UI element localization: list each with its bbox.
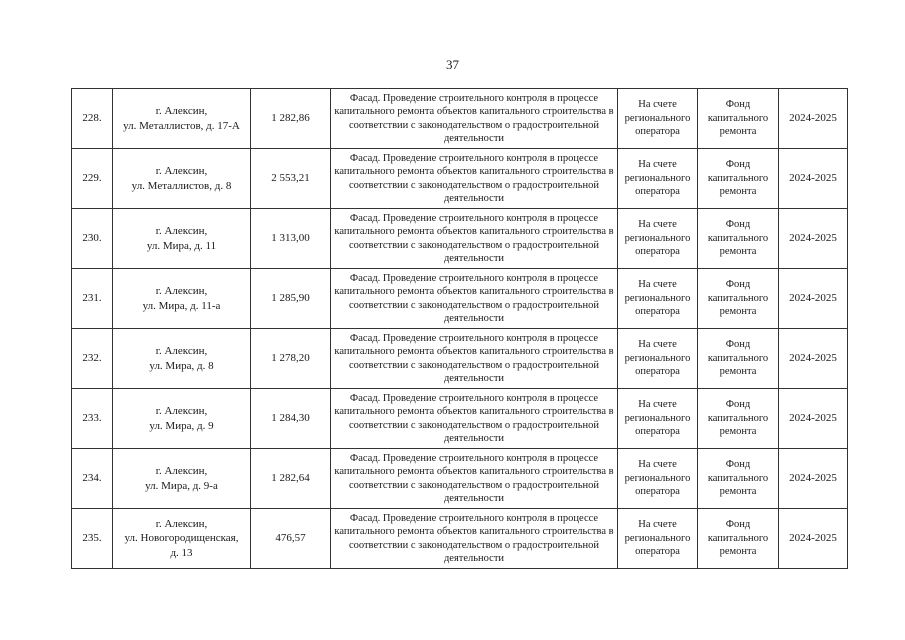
work-description-cell: Фасад. Проведение строительного контроля в процессе капитального ремонта объектов капитального строительства в соответствии с законодательством о градостроительной деятельности [331, 89, 618, 149]
fund-cell: Фонд капитального ремонта [698, 89, 779, 149]
account-cell: На счете регионального оператора [618, 269, 698, 329]
area-cell: 1 282,64 [251, 449, 331, 509]
table-row [72, 389, 848, 449]
address-cell [113, 89, 251, 149]
address-street: ул. Новогородищенская, [124, 532, 239, 545]
area-cell: 1 285,90 [251, 269, 331, 329]
table-row [72, 449, 848, 509]
page-number: 37 [446, 57, 459, 72]
fund-cell: Фонд капитального ремонта [698, 329, 779, 389]
area-cell: 1 278,20 [251, 329, 331, 389]
work-description-cell: Фасад. Проведение строительного контроля в процессе капитального ремонта объектов капитального строительства в соответствии с законодательством о градостроительной деятельности [331, 509, 618, 569]
fund-cell: Фонд капитального ремонта [698, 149, 779, 209]
address-cell [113, 329, 251, 389]
address-street: ул. Мира, д. 11-а [142, 299, 221, 312]
address-city: г. Алексин, [155, 465, 208, 478]
row-number: 235. [72, 509, 113, 569]
table-row [72, 329, 848, 389]
period-cell: 2024-2025 [779, 449, 848, 509]
address-street-line2: д. 13 [170, 546, 193, 559]
row-number: 230. [72, 209, 113, 269]
row-number: 231. [72, 269, 113, 329]
period-cell: 2024-2025 [779, 389, 848, 449]
work-description-cell: Фасад. Проведение строительного контроля в процессе капитального ремонта объектов капитального строительства в соответствии с законодательством о градостроительной деятельности [331, 269, 618, 329]
area-cell: 476,57 [251, 509, 331, 569]
fund-cell: Фонд капитального ремонта [698, 389, 779, 449]
address-street: ул. Мира, д. 9-а [145, 479, 218, 492]
area-cell: 2 553,21 [251, 149, 331, 209]
address-street: ул. Металлистов, д. 17-А [123, 119, 240, 132]
address-cell [113, 389, 251, 449]
address-cell [113, 509, 251, 569]
account-cell: На счете регионального оператора [618, 329, 698, 389]
row-number: 233. [72, 389, 113, 449]
row-number: 228. [72, 89, 113, 149]
account-cell: На счете регионального оператора [618, 449, 698, 509]
fund-cell: Фонд капитального ремонта [698, 209, 779, 269]
capital-repair-table [71, 88, 848, 569]
period-cell: 2024-2025 [779, 149, 848, 209]
period-cell: 2024-2025 [779, 89, 848, 149]
address-street: ул. Мира, д. 11 [146, 239, 217, 252]
period-cell: 2024-2025 [779, 269, 848, 329]
fund-cell: Фонд капитального ремонта [698, 449, 779, 509]
table-row [72, 269, 848, 329]
address-city: г. Алексин, [155, 405, 208, 418]
row-number: 232. [72, 329, 113, 389]
address-street: ул. Мира, д. 8 [149, 359, 214, 372]
period-cell: 2024-2025 [779, 329, 848, 389]
address-city: г. Алексин, [155, 105, 208, 118]
work-description-cell: Фасад. Проведение строительного контроля в процессе капитального ремонта объектов капитального строительства в соответствии с законодательством о градостроительной деятельности [331, 149, 618, 209]
address-street: ул. Металлистов, д. 8 [131, 179, 232, 192]
address-city: г. Алексин, [155, 518, 208, 531]
work-description-cell: Фасад. Проведение строительного контроля в процессе капитального ремонта объектов капитального строительства в соответствии с законодательством о градостроительной деятельности [331, 449, 618, 509]
work-description-cell: Фасад. Проведение строительного контроля в процессе капитального ремонта объектов капитального строительства в соответствии с законодательством о градостроительной деятельности [331, 389, 618, 449]
area-cell: 1 313,00 [251, 209, 331, 269]
table-body [72, 89, 848, 569]
address-city: г. Алексин, [155, 165, 208, 178]
fund-cell: Фонд капитального ремонта [698, 509, 779, 569]
table-row [72, 149, 848, 209]
table-row [72, 209, 848, 269]
address-city: г. Алексин, [155, 225, 208, 238]
address-cell [113, 449, 251, 509]
address-cell [113, 149, 251, 209]
table-row [72, 89, 848, 149]
address-cell [113, 209, 251, 269]
table-row [72, 509, 848, 569]
area-cell: 1 282,86 [251, 89, 331, 149]
address-street: ул. Мира, д. 9 [149, 419, 214, 432]
period-cell: 2024-2025 [779, 209, 848, 269]
area-cell: 1 284,30 [251, 389, 331, 449]
address-city: г. Алексин, [155, 345, 208, 358]
fund-cell: Фонд капитального ремонта [698, 269, 779, 329]
account-cell: На счете регионального оператора [618, 89, 698, 149]
work-description-cell: Фасад. Проведение строительного контроля в процессе капитального ремонта объектов капитального строительства в соответствии с законодательством о градостроительной деятельности [331, 209, 618, 269]
address-city: г. Алексин, [155, 285, 208, 298]
account-cell: На счете регионального оператора [618, 149, 698, 209]
work-description-cell: Фасад. Проведение строительного контроля в процессе капитального ремонта объектов капитального строительства в соответствии с законодательством о градостроительной деятельности [331, 329, 618, 389]
account-cell: На счете регионального оператора [618, 209, 698, 269]
row-number: 229. [72, 149, 113, 209]
row-number: 234. [72, 449, 113, 509]
account-cell: На счете регионального оператора [618, 509, 698, 569]
address-cell [113, 269, 251, 329]
account-cell: На счете регионального оператора [618, 389, 698, 449]
period-cell: 2024-2025 [779, 509, 848, 569]
